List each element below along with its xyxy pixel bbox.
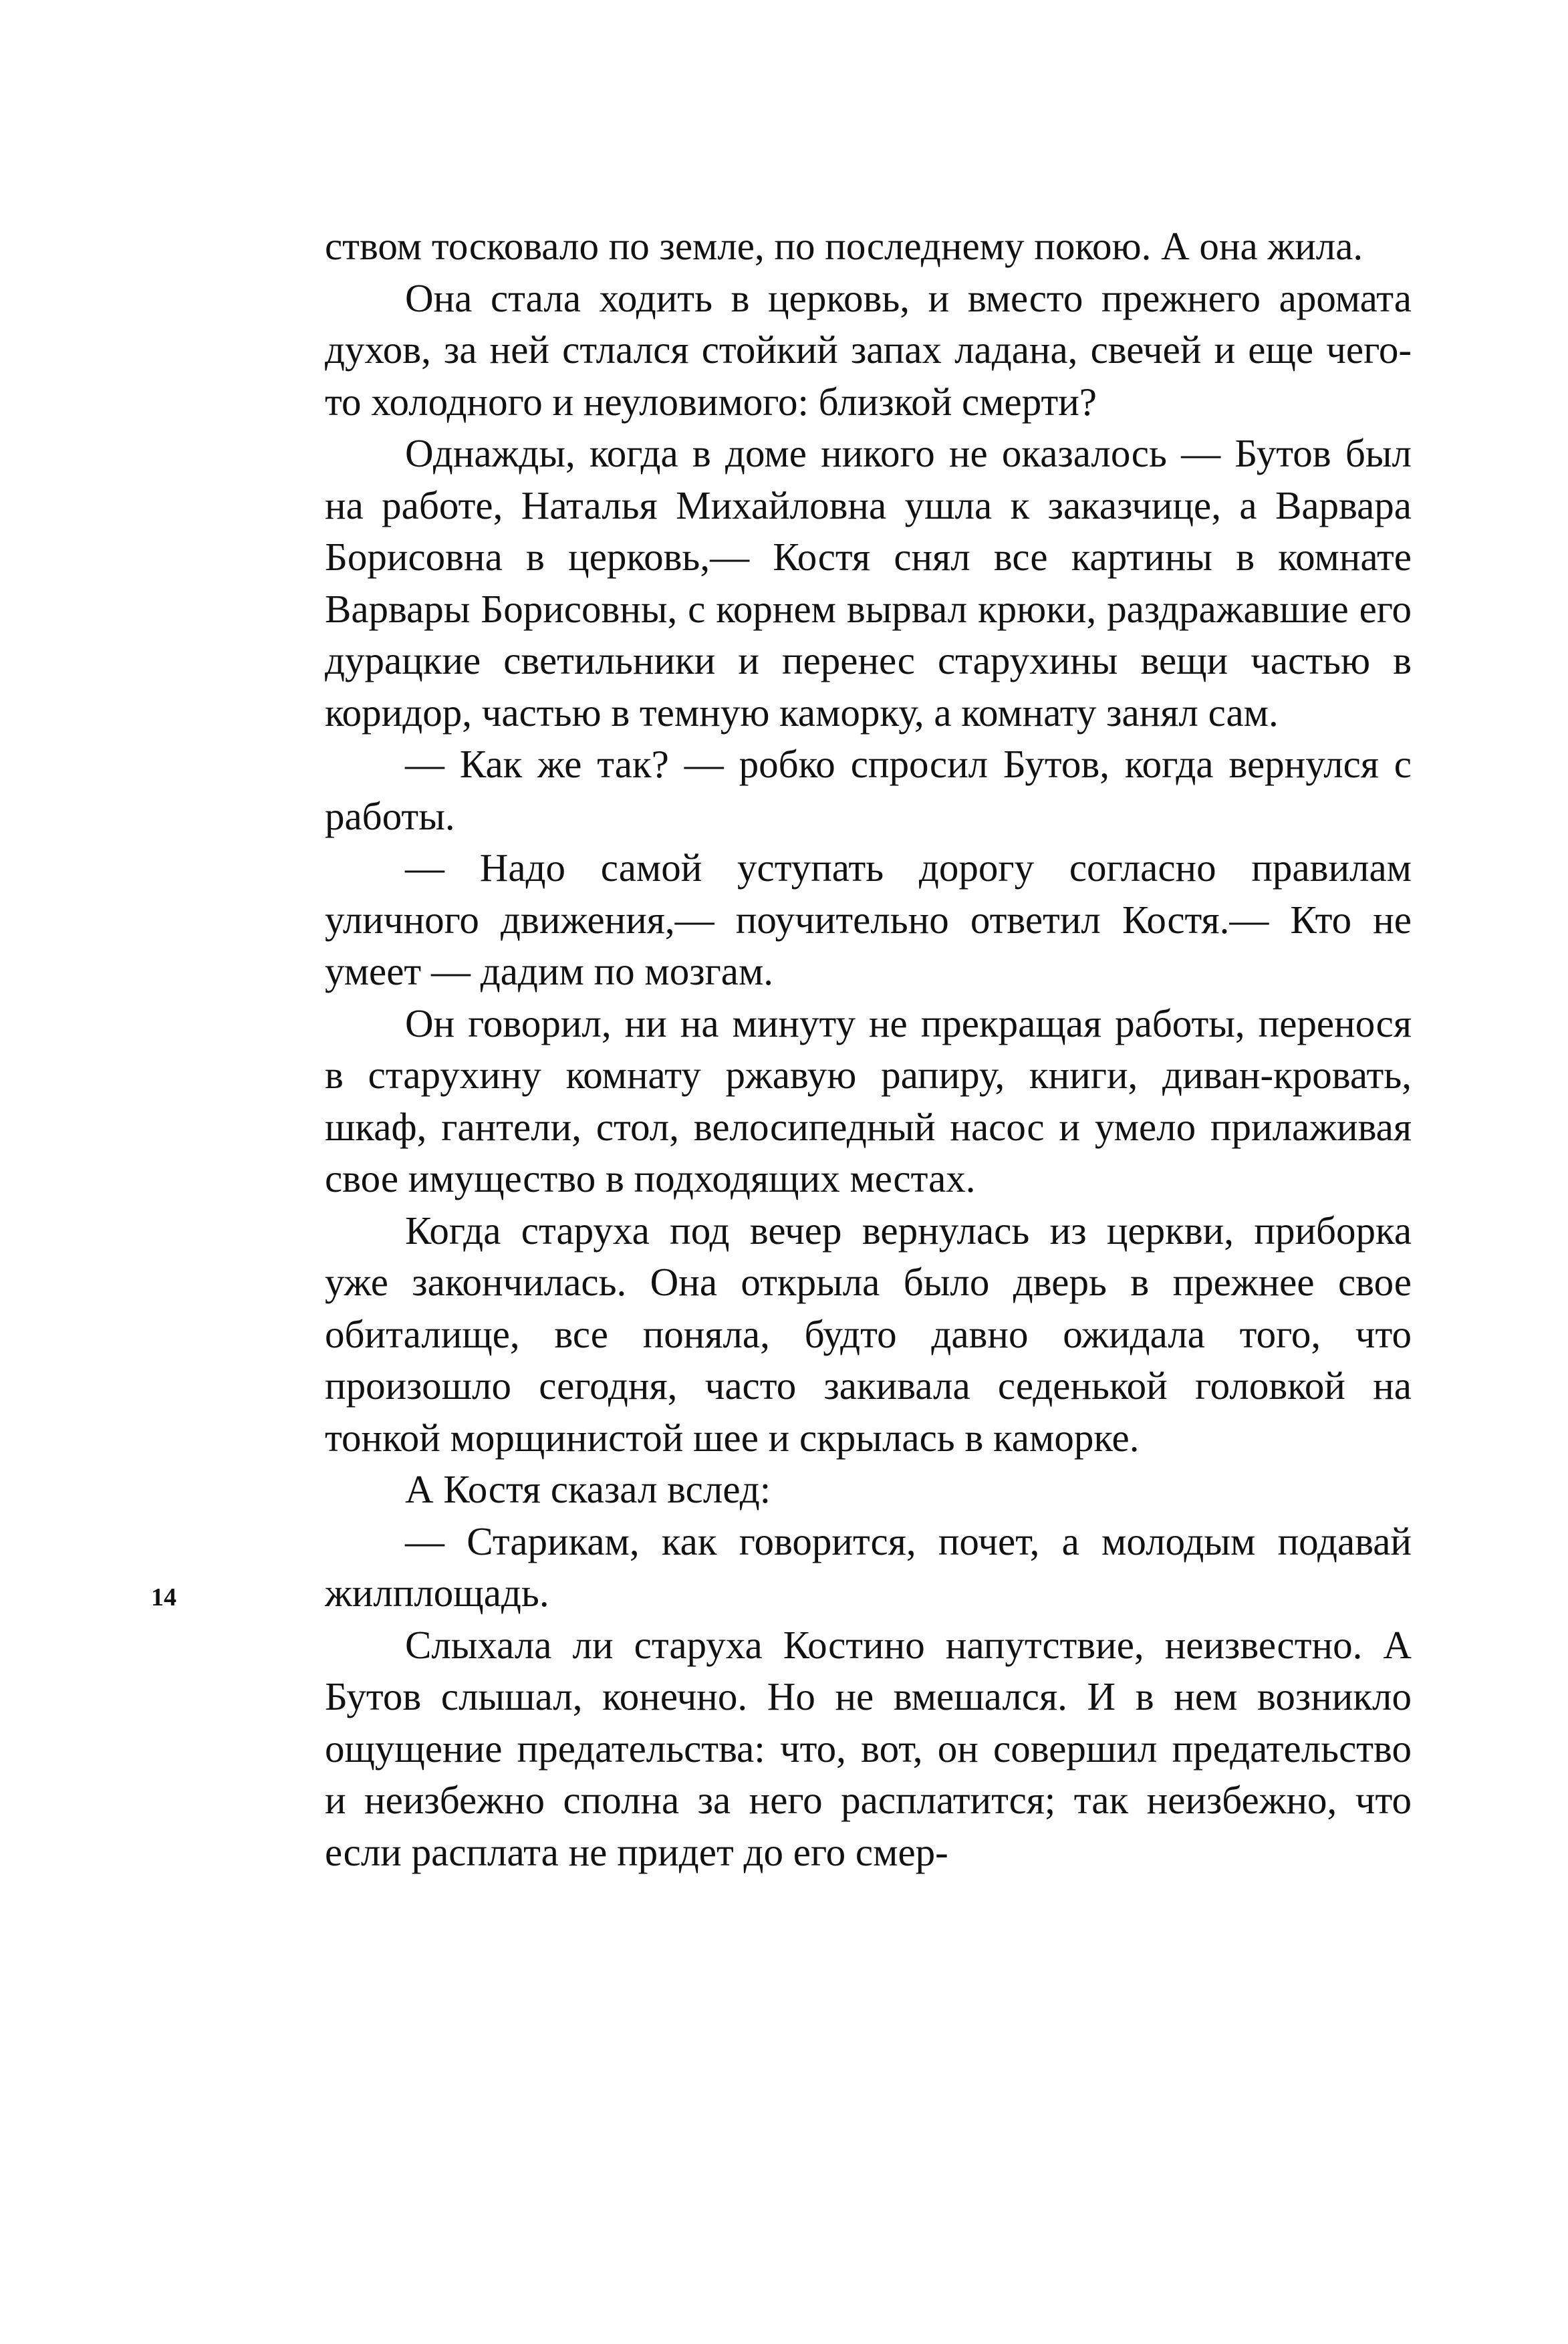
body-text (325, 221, 1412, 1878)
paragraph: Она стала ходить в церковь, и вместо прежнего аромата духов, за ней стлался стойкий запах ладана, свечей и еще чего-то холодного и неуловимого: близкой смерти? (325, 275, 1412, 424)
paragraph: Слыхала ли старуха Костино напутствие, неизвестно. А Бутов слышал, конечно. Но не вмешался. И в нем возникло ощущение предательства: что, вот, он совершил предательство и неизбежно сполна за него расплатится; так неизбежно, что если расплата не придет до его смер- (325, 1622, 1412, 1874)
paragraph: А Костя сказал вслед: (405, 1467, 771, 1511)
paragraph: Он говорил, ни на минуту не прекращая работы, перенося в старухину комнату ржавую рапиру, книги, диван-кровать, шкаф, гантели, стол, велосипедный насос и умело прилаживая свое имущество в подходящих местах. (325, 1001, 1412, 1200)
paragraph: Однажды, когда в доме никого не оказалось — Бутов был на работе, Наталья Михайловна ушла к заказчице, а Варвара Борисовна в церковь,— Костя снял все картины в комнате Варвары Борисовны, с корнем вырвал крюки, раздражавшие его дурацкие светильники и перенес старухины вещи частью в коридор, частью в темную каморку, а комнату занял сам. (325, 431, 1412, 735)
paragraph: ством тосковало по земле, по последнему покою. А она жила. (325, 224, 1363, 268)
paragraph: — Как же так? — робко спросил Бутов, когда вернулся с работы. (325, 742, 1412, 838)
paragraph: — Старикам, как говорится, почет, а молодым подавай жилплощадь. (325, 1519, 1412, 1615)
paragraph: Когда старуха под вечер вернулась из церкви, приборка уже закончилась. Она открыла было дверь в прежнее свое обиталище, все поняла, будто давно ожидала того, что произошло сегодня, часто закивала седенькой головкой на тонкой морщинистой шее и скрылась в каморке. (325, 1208, 1412, 1460)
page-number: 14 (151, 1583, 176, 1611)
paragraph: — Надо самой уступать дорогу согласно правилам уличного движения,— поучительно ответил Костя.— Кто не умеет — дадим по мозгам. (325, 845, 1412, 993)
